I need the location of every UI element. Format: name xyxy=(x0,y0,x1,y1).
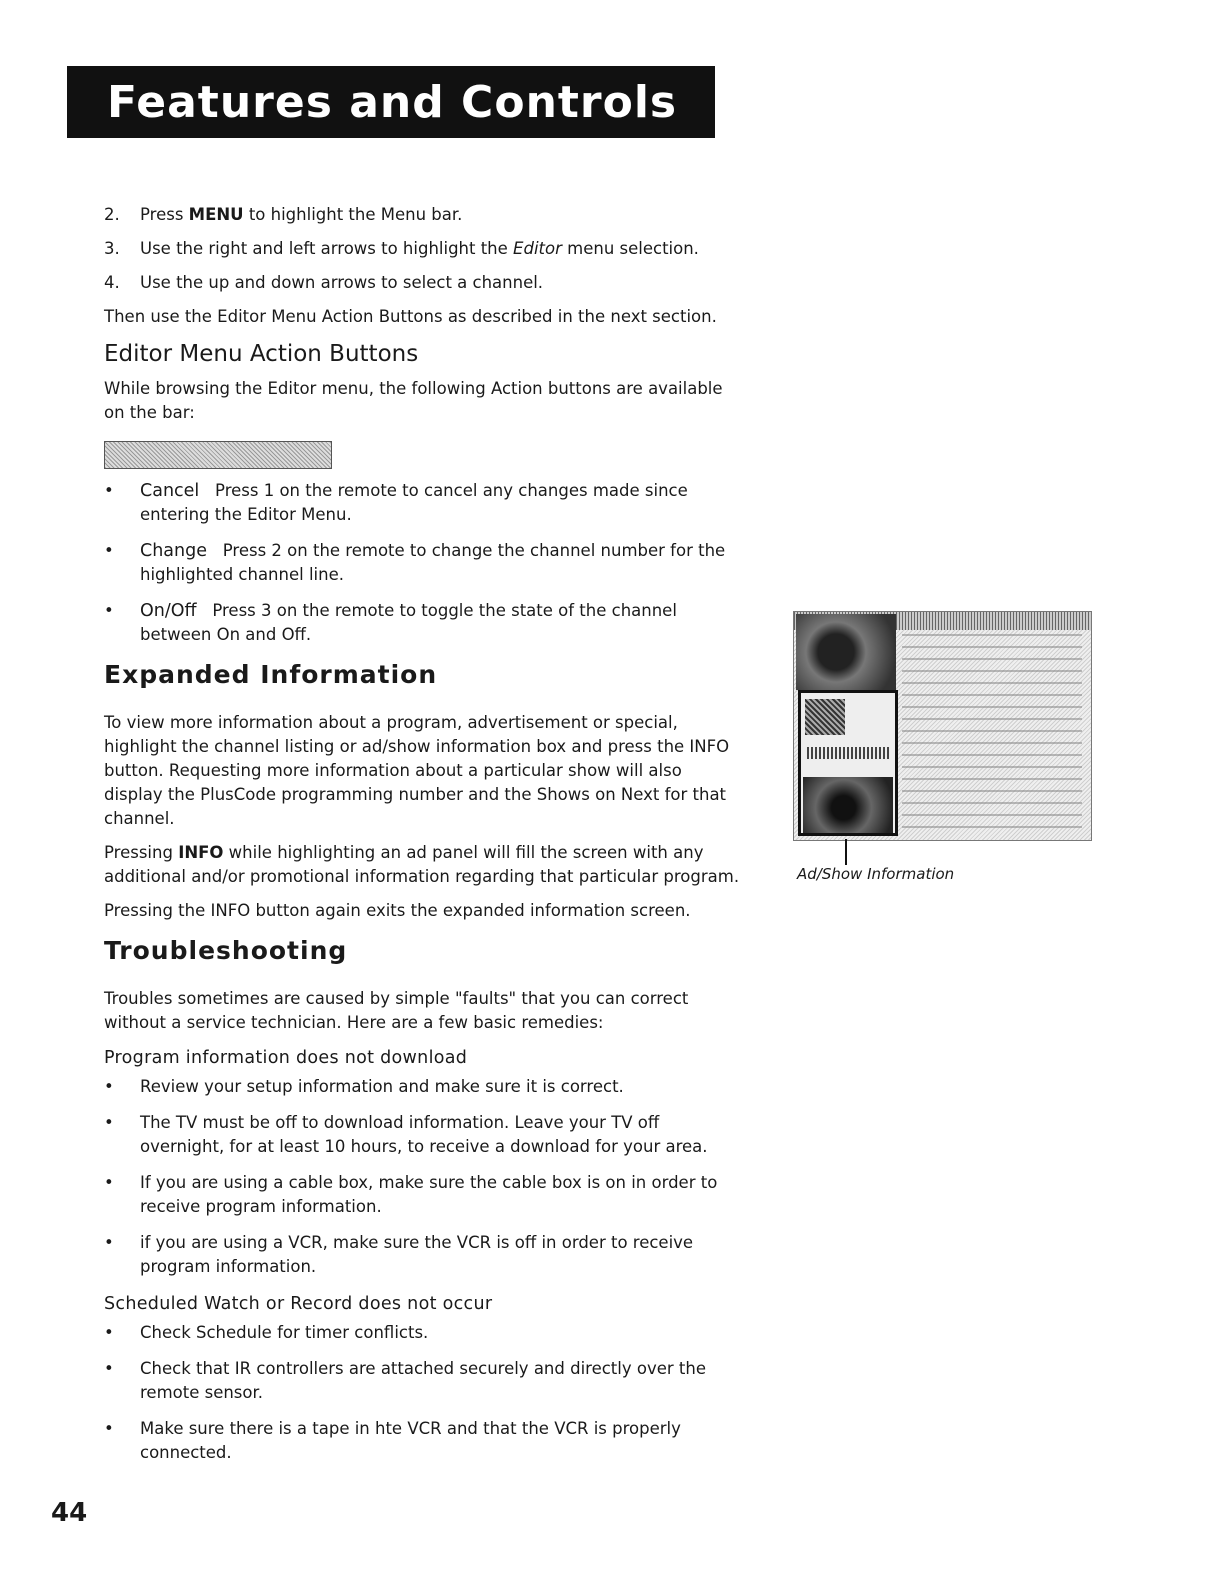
term: On/Off xyxy=(140,601,197,621)
list-item: • Check that IR controllers are attached securely and directly over the remote sensor. xyxy=(104,1359,706,1402)
list-item: • On/Off Press 3 on the remote to toggle the state of the channel between On and Off. xyxy=(104,599,744,647)
step-item xyxy=(104,203,744,227)
screenshot-ad-panel xyxy=(798,690,898,836)
ad-show-screenshot xyxy=(793,611,1092,841)
bullet: • xyxy=(104,601,114,620)
term: Change xyxy=(140,541,208,561)
editor-heading: Editor Menu Action Buttons xyxy=(104,341,419,367)
step-text: Press MENU to highlight the Menu bar. xyxy=(140,205,463,224)
step-item xyxy=(104,237,744,261)
troubleshooting-heading: Troubleshooting xyxy=(104,936,348,965)
action-buttons-bar-image xyxy=(104,441,332,469)
screenshot-channel-listings xyxy=(902,634,1082,834)
list-item: • Review your setup information and make sure it is correct. xyxy=(104,1077,624,1096)
bullet: • xyxy=(104,481,114,500)
bullet: • xyxy=(104,541,114,560)
expanded-para: Pressing the INFO button again exits the expanded information screen. xyxy=(104,901,691,920)
term: Cancel xyxy=(140,481,200,501)
main-content xyxy=(104,203,744,1477)
troubleshooting-intro: Troubles sometimes are caused by simple "faults" that you can correct without a service technician. Here are a few basic remedies: xyxy=(104,989,689,1032)
list-item: • Check Schedule for timer conflicts. xyxy=(104,1323,429,1342)
header-bar xyxy=(67,66,715,138)
list-item: • The TV must be off to download information. Leave your TV off overnight, for at least 10 hours, to receive a download for your area. xyxy=(104,1113,708,1156)
list-item: • Make sure there is a tape in hte VCR and that the VCR is properly connected. xyxy=(104,1419,681,1462)
step-number: 3. xyxy=(104,239,120,258)
page-number: 44 xyxy=(51,1498,88,1528)
step-text: Use the up and down arrows to select a channel. xyxy=(140,273,544,292)
list-item: • Cancel Press 1 on the remote to cancel any changes made since entering the Editor Menu. xyxy=(104,479,744,527)
caption-leader-line xyxy=(845,839,847,865)
ad-image xyxy=(803,777,893,833)
figure-caption: Ad/Show Information xyxy=(797,865,955,883)
problem-heading: Program information does not download xyxy=(104,1048,468,1068)
steps-note: Then use the Editor Menu Action Buttons as described in the next section. xyxy=(104,307,717,326)
expanded-heading: Expanded Information xyxy=(104,660,438,689)
list-item: • if you are using a VCR, make sure the VCR is off in order to receive program information. xyxy=(104,1233,694,1276)
screenshot-video-window xyxy=(796,614,896,690)
problem-heading: Scheduled Watch or Record does not occur xyxy=(104,1294,493,1314)
step-item xyxy=(104,271,744,295)
list-item: • If you are using a cable box, make sure the cable box is on in order to receive program information. xyxy=(104,1173,718,1216)
expanded-para: To view more information about a program, advertisement or special, highlight the channel listing or ad/show information box and press the INFO button. Requesting more information about a particular show will also display the PlusCode programming number and the Shows on Next for that channel. xyxy=(104,713,730,828)
ad-logo xyxy=(805,699,845,735)
ad-text-line xyxy=(807,747,891,759)
step-text: Use the right and left arrows to highlight the Editor menu selection. xyxy=(140,239,699,258)
step-number: 2. xyxy=(104,205,120,224)
step-number: 4. xyxy=(104,273,120,292)
editor-intro: While browsing the Editor menu, the following Action buttons are available on the bar: xyxy=(104,379,723,422)
page-title: Features and Controls xyxy=(107,76,678,128)
list-item: • Change Press 2 on the remote to change the channel number for the highlighted channel line. xyxy=(104,539,744,587)
expanded-para: Pressing INFO while highlighting an ad panel will fill the screen with any additional and/or promotional information regarding that particular program. xyxy=(104,843,740,886)
